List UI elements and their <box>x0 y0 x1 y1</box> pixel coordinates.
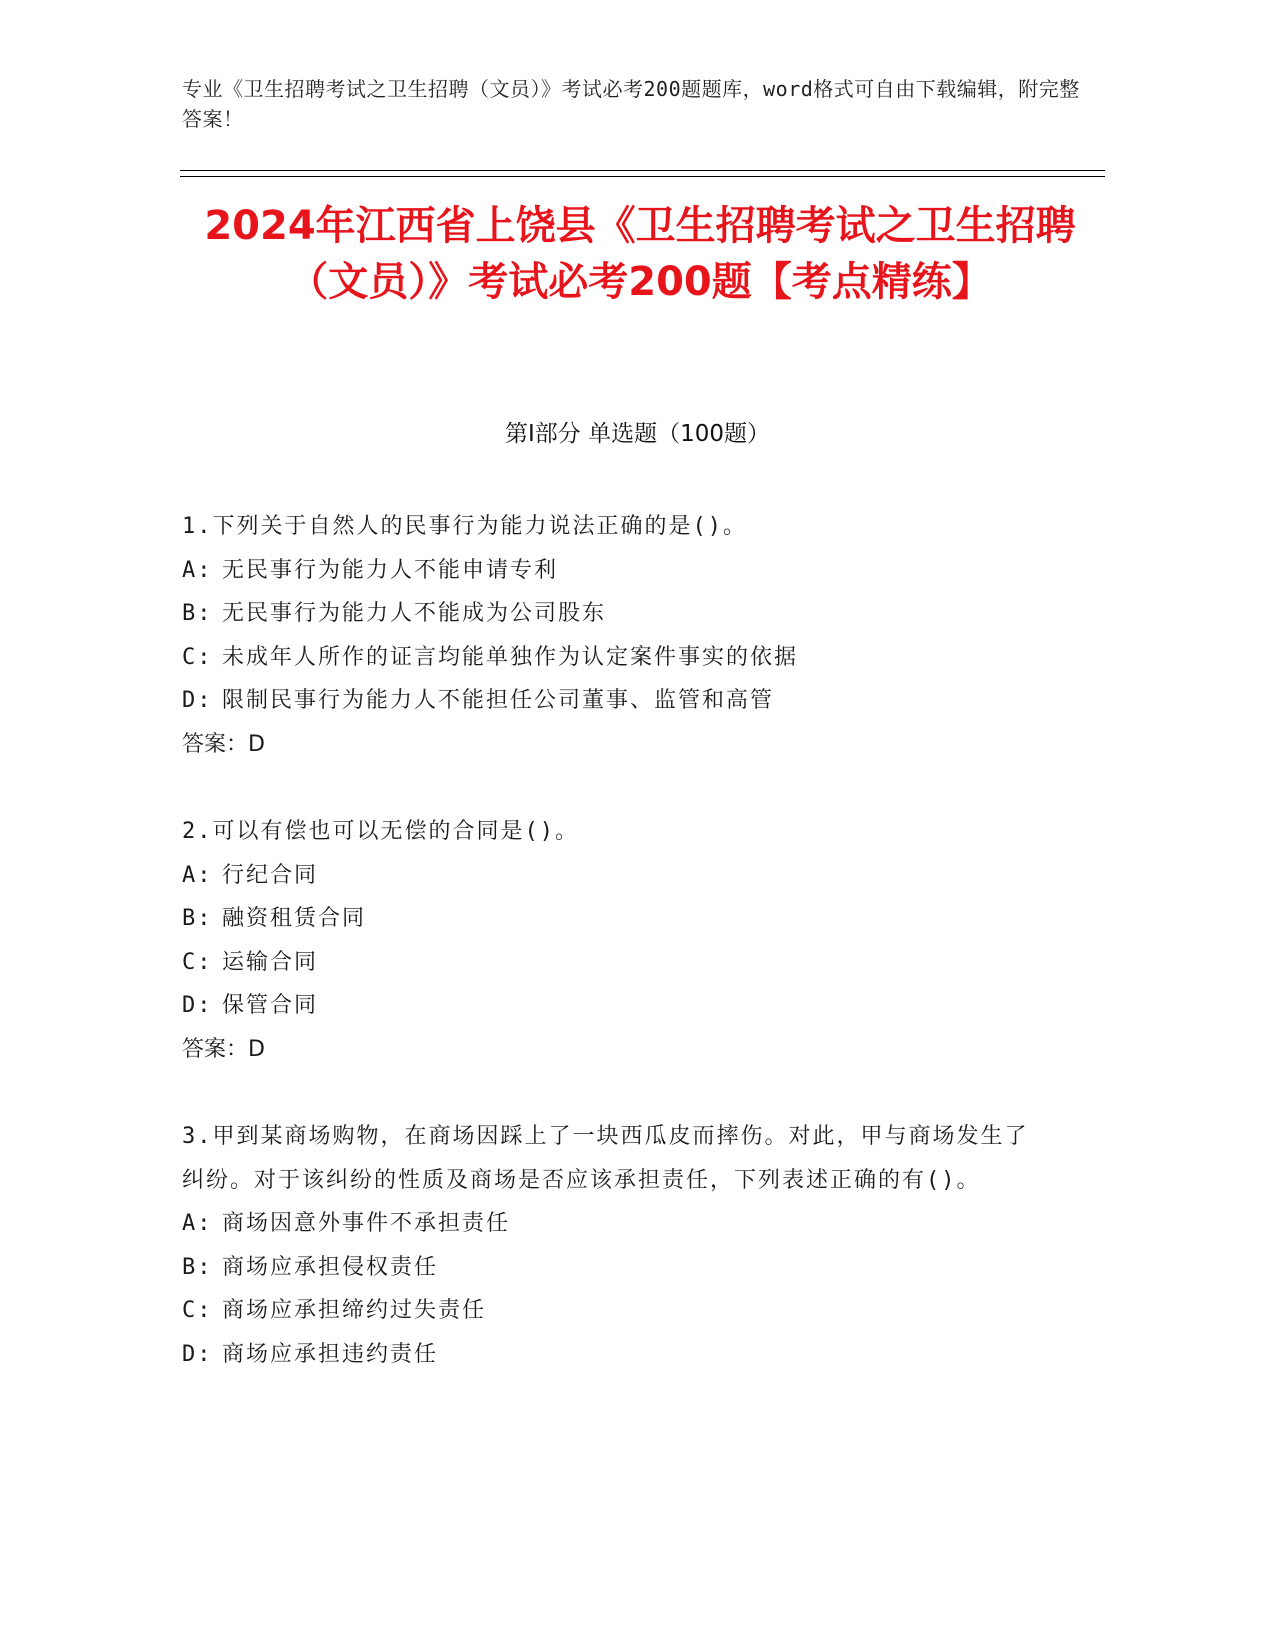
option-key: D: <box>182 1341 213 1367</box>
document-title: 2024年江西省上饶县《卫生招聘考试之卫生招聘（文员）》考试必考200题【考点精练】 <box>204 203 1076 305</box>
option-key: B: <box>182 601 213 626</box>
question-stem: 3.甲到某商场购物，在商场因踩上了一块西瓜皮而摔伤。对此，甲与商场发生了纠纷。对于该纠纷的性质及商场是否应该承担责任，下列表述正确的有()。 <box>182 1124 1029 1193</box>
option-text: 商场应承担违约责任 <box>222 1341 439 1367</box>
question-item <box>182 505 1042 766</box>
option-d <box>182 1333 1042 1377</box>
section-title: 第Ⅰ部分 单选题（100题） <box>505 421 770 447</box>
option-b <box>182 1246 1042 1290</box>
option-text: 行纪合同 <box>222 862 319 888</box>
option-text: 商场应承担缔约过失责任 <box>222 1298 487 1323</box>
option-key: A: <box>182 1211 213 1236</box>
option-text: 无民事行为能力人不能成为公司股东 <box>222 601 607 626</box>
question-list <box>182 505 1042 1420</box>
header-divider-top <box>180 170 1105 171</box>
option-text: 运输合同 <box>222 949 319 975</box>
option-key: A: <box>182 862 213 888</box>
question-item <box>182 1115 1042 1376</box>
option-text: 商场应承担侵权责任 <box>222 1254 439 1280</box>
option-text: 融资租赁合同 <box>222 906 367 931</box>
option-b <box>182 897 1042 941</box>
option-text: 商场因意外事件不承担责任 <box>222 1211 511 1236</box>
option-d <box>182 679 1042 723</box>
option-key: B: <box>182 906 213 931</box>
option-text: 未成年人所作的证言均能单独作为认定案件事实的依据 <box>222 644 799 670</box>
option-text: 限制民事行为能力人不能担任公司董事、监管和高管 <box>222 688 775 713</box>
header-note: 专业《卫生招聘考试之卫生招聘（文员）》考试必考200题题库，word格式可自由下载编辑，附完整答案！ <box>182 77 1080 131</box>
option-b <box>182 592 1042 636</box>
option-text: 保管合同 <box>222 993 319 1018</box>
header-divider-bottom <box>180 176 1105 177</box>
option-key: C: <box>182 949 213 975</box>
option-a <box>182 854 1042 898</box>
option-key: D: <box>182 688 213 713</box>
option-key: B: <box>182 1254 213 1280</box>
option-key: C: <box>182 644 213 670</box>
option-key: D: <box>182 993 213 1018</box>
option-c <box>182 1289 1042 1333</box>
option-key: C: <box>182 1298 213 1323</box>
option-d <box>182 984 1042 1028</box>
option-c <box>182 941 1042 985</box>
option-c <box>182 636 1042 680</box>
question-item <box>182 810 1042 1071</box>
question-stem: 2.可以有偿也可以无偿的合同是()。 <box>182 819 579 844</box>
option-text: 无民事行为能力人不能申请专利 <box>222 557 559 583</box>
question-stem: 1.下列关于自然人的民事行为能力说法正确的是()。 <box>182 514 747 539</box>
option-a <box>182 549 1042 593</box>
answer-line: 答案：D <box>182 731 265 757</box>
answer-line: 答案：D <box>182 1036 265 1062</box>
option-key: A: <box>182 557 213 583</box>
option-a <box>182 1202 1042 1246</box>
